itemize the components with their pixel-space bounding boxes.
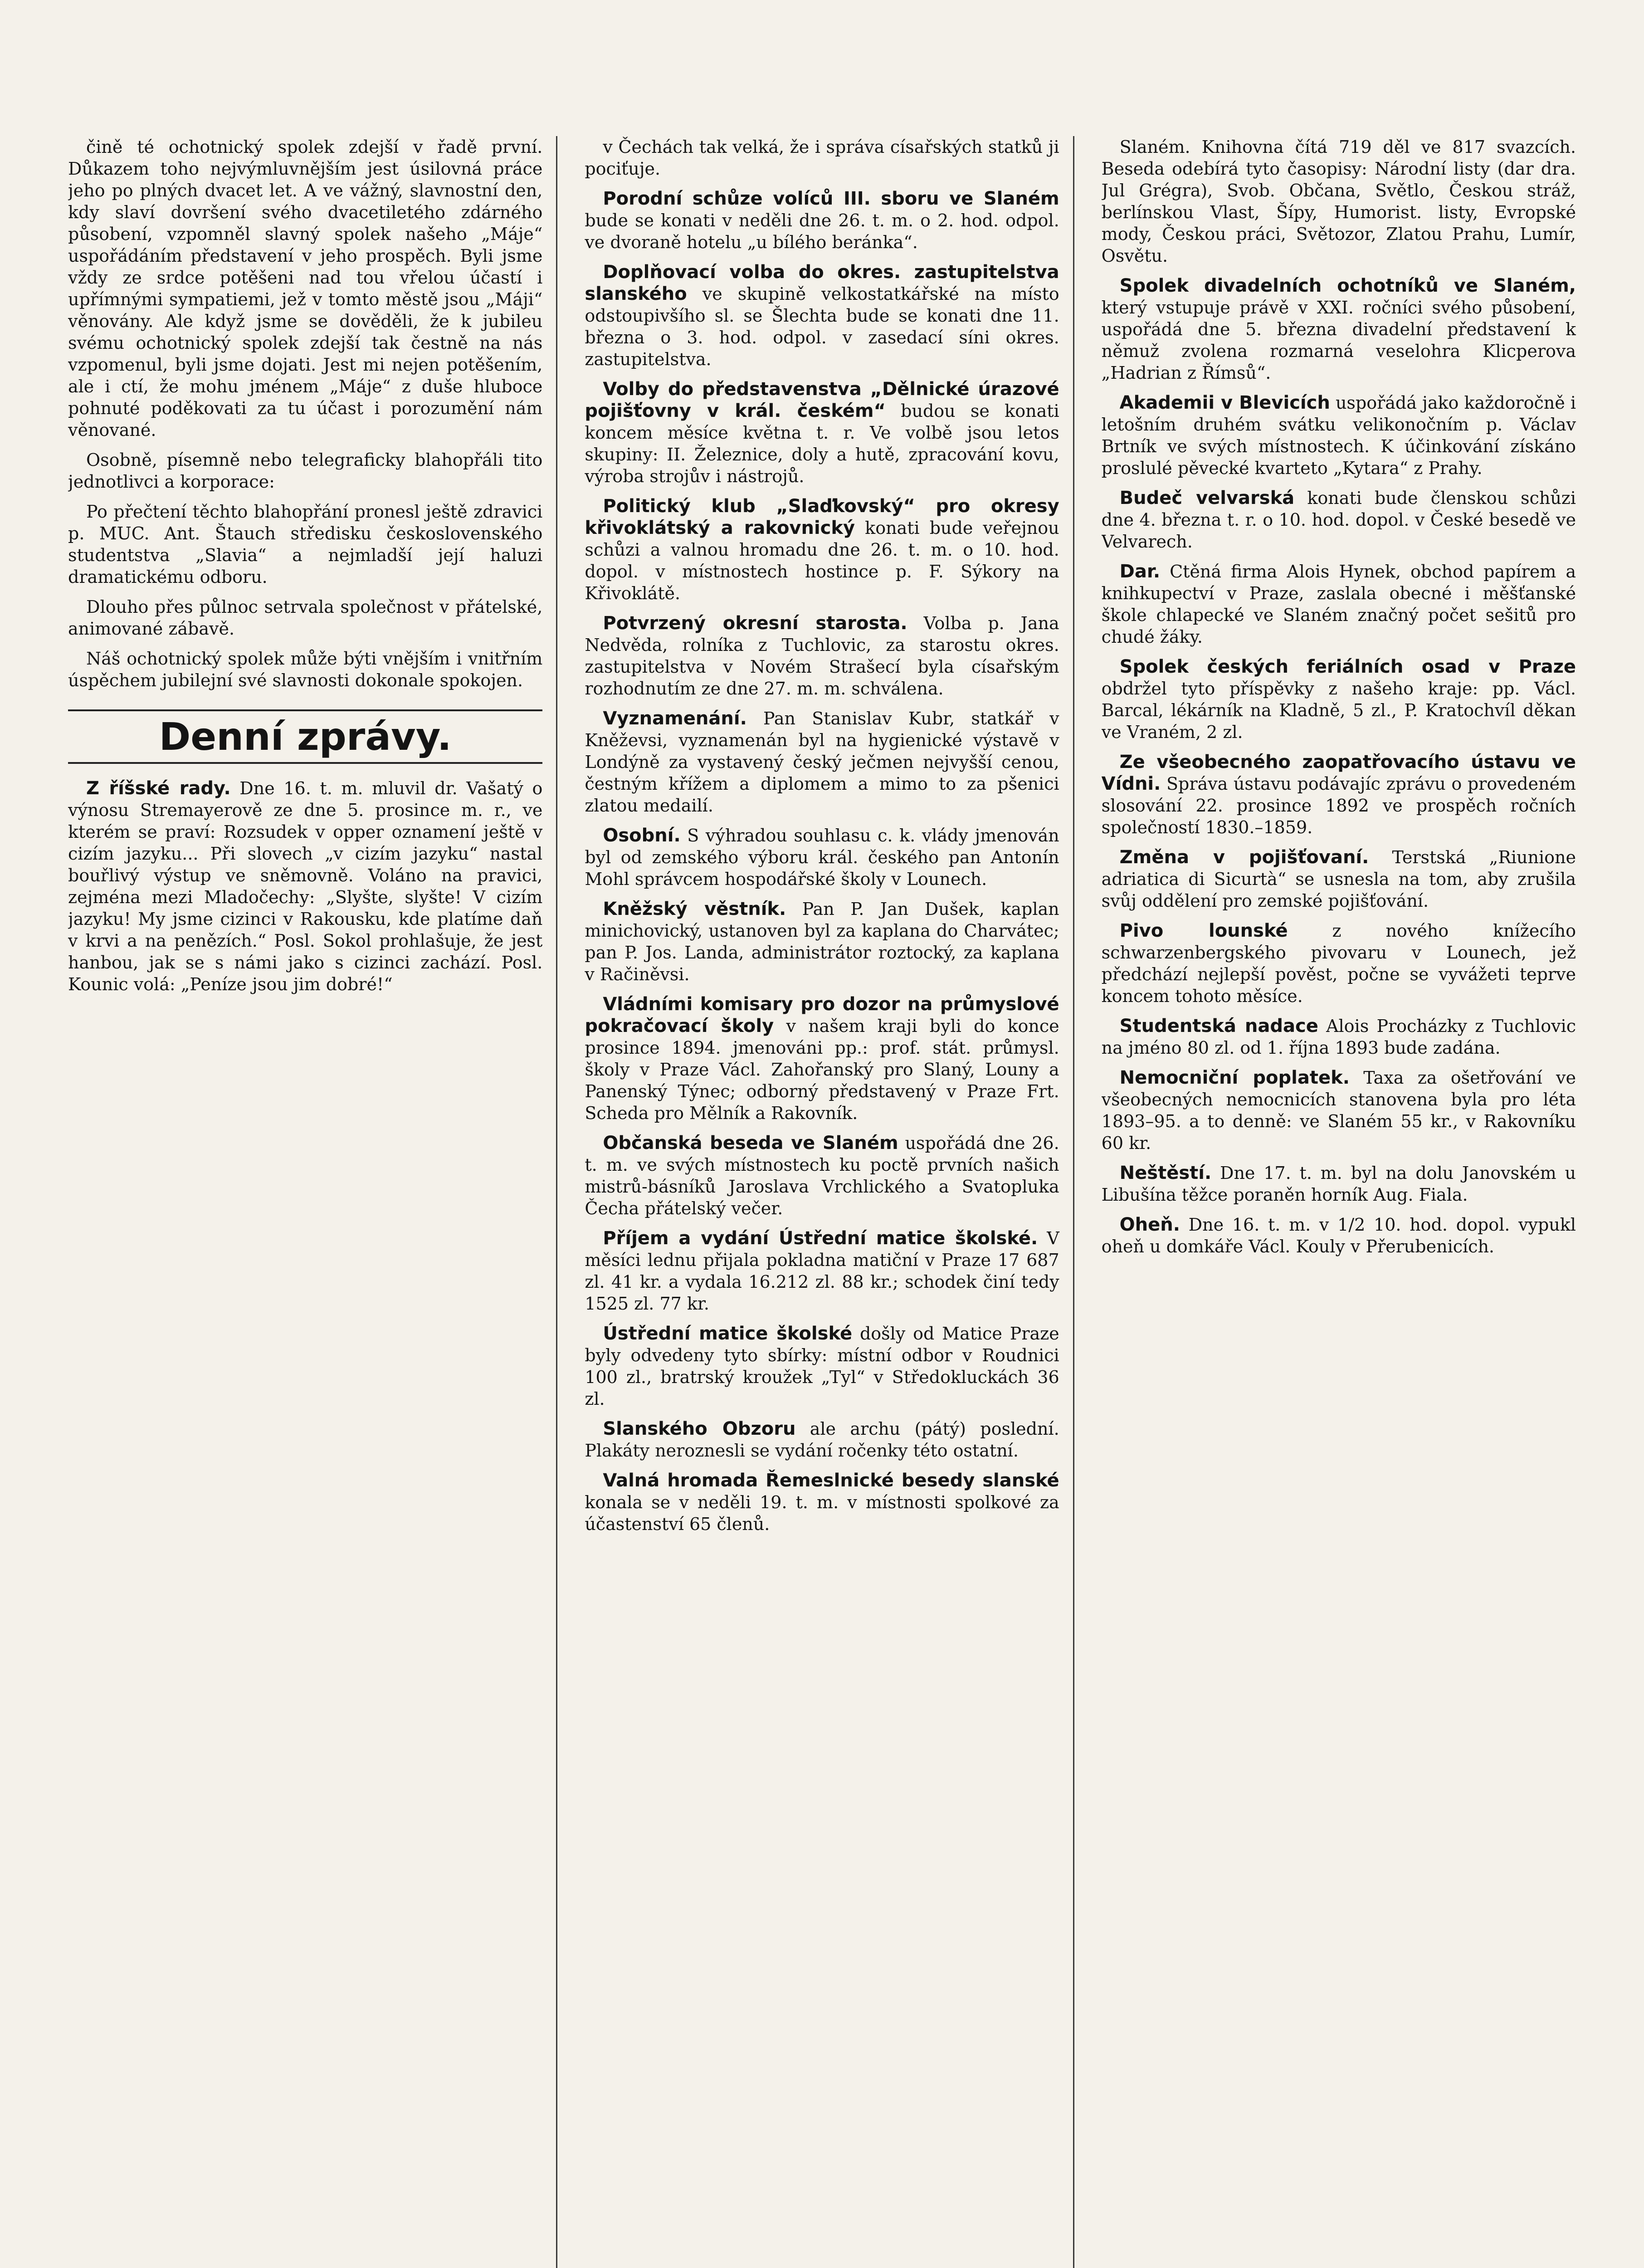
news-item [585,993,1059,1124]
news-head: Občanská beseda ve Slaném [603,1133,898,1154]
news-text: uspořádá dne 26. t. m. ve svých místnostech ku poctě prvních našich mistrů-básníků Jaroslava Vrchlického a Svatopluka Čecha přátelský večer. [585,1133,1059,1218]
news-text: došly od Matice Praze byly odvedeny tyto sbírky: místní odbor v Roudnici 100 zl., bratrský kroužek „Tyl“ v Středokluckách 36 zl. [585,1324,1059,1409]
news-text: v našem kraji byli do konce prosince 1894. jmenováni pp.: prof. stát. průmysl. školy v Praze Václ. Zahořanský pro Slaný, Louny a Panenský Týnec; odborný představený v Praze Frt. Scheda pro Mělník a Rakovník. [585,1016,1059,1123]
columns [68,136,1576,2268]
news-text: Taxa za ošetřování ve všeobecných nemocnicích stanovena byla pro léta 1893–95. a to denně: ve Slaném 55 kr., v Rakovníku 60 kr. [1101,1068,1576,1153]
news-item [585,825,1059,890]
news-head: Politický klub „Slaďkovský“ pro okresy křivoklátský a rakovnický [585,496,1059,538]
news-item [585,1470,1059,1535]
section-title: Denní zprávy. [68,709,542,764]
news-text: S výhradou souhlasu c. k. vlády jmenován byl od zemského výboru král. českého pan Antonín Mohl správcem hospodářské školy v Lounech. [585,826,1059,889]
paragraph: čině té ochotnický spolek zdejší v řadě první. Důkazem toho nejvýmluvnějším jest úsilovná práce jeho po plných dvacet let. A ve vážný, slavnostní den, kdy slaví dovršení svého dvacetiletého zdárného působení, vzpomněl slavný spolek našeho „Máje“ uspořádáním představení v jeho prospěch. Byli jsme vždy ze srdce potěšeni nad tou vřelou účastí i upřímnými sympatiemi, jež v tomto městě jsou „Máji“ věnovány. Ale když jsme se dověděli, že k jubileu svému ochotnický spolek zdejší tak čestně na nás vzpomenul, byli jsme dojati. Jest mi nejen potěšením, ale i ctí, že mohu jménem „Máje“ z duše hluboce pohnuté poděkovati za tu účast i porozumění nám věnované. [68,137,543,440]
news-text: uspořádá jako každoročně i letošním druhém svátku velikonočním p. Václav Brtník ve svých místnostech. K účinkování získáno proslulé pěvecké kvarteto „Kytara“ z Prahy. [1101,393,1576,478]
news-text: ve skupině velkostatkářské na místo odstoupivšího sl. se Šlechta bude se konati dne 11. března o 3. hod. odpol. v zasedací síni okres. zastupitelstva. [585,284,1059,369]
news-text: Volba p. Jana Nedvěda, rolníka z Tuchlovic, za starostu okres. zastupitelstva v Novém Strašecí byla císařským rozhodnutím ze dne 27. m. m. schválena. [585,613,1059,699]
news-head: Slanského Obzoru [603,1418,796,1439]
news-text: z nového knížecího schwarzenbergského pivovaru v Lounech, jež předchází nejlepší pověst, počne se vyvážeti teprve koncem tohoto měsíce. [1101,921,1576,1006]
news-head: Ústřední matice školské [603,1323,853,1344]
news-text: Správa ústavu podávajíc zprávu o provedeném slosování 22. prosince 1892 ve prospěch ročních společností 1830.–1859. [1101,774,1576,837]
news-head: Budeč velvarská [1119,488,1295,508]
news-head: Spolek českých feriálních osad v Praze [1119,656,1576,677]
news-head: Změna v pojišťovaní. [1119,847,1369,868]
news-item [1102,846,1576,912]
news-text: konala se v neděli 19. t. m. v místnosti spolkové za účastenství 65 členů. [585,1492,1059,1534]
paragraph: Po přečtení těchto blahopřání pronesl ještě zdravici p. MUC. Ant. Štauch středisku československého studentstva „Slavia“ a nejmladší její haluzi dramatickému odboru. [68,502,543,587]
news-text: Dne 17. t. m. byl na dolu Janovském u Libušína těžce poraněn horník Aug. Fiala. [1101,1163,1576,1205]
news-text: V měsíci lednu přijala pokladna matiční v Praze 17 687 zl. 41 kr. a vydala 16.212 zl. 88 kr.; schodek činí tedy 1525 zl. 77 kr. [585,1228,1059,1314]
paragraph: v Čechách tak velká, že i správa císařských statků ji pociťuje. [585,137,1059,179]
news-item [1102,392,1576,479]
column-3 [1102,136,1576,2268]
news-head: Studentská nadace [1119,1016,1318,1036]
news-head: Akademii v Blevicích [1119,392,1330,413]
paragraph: Slaném. Knihovna čítá 719 děl ve 817 svazcích. Beseda odebírá tyto časopisy: Národní listy (dar dra. Jul Grégra), Svob. Občana, Světlo, Českou stráž, berlínskou Vlast, Šípy, Humorist. listy, Evropské mody, Českou práci, Světozor, Zlatou Prahu, Lumír, Osvětu. [1101,137,1576,266]
news-item [68,777,542,995]
news-item [585,378,1059,487]
news-head: Oheň. [1119,1214,1180,1235]
news-item [1102,561,1576,648]
news-head: Vyznamenání. [603,708,747,729]
news-text: bude se konati v neděli dne 26. t. m. o 2. hod. odpol. ve dvoraně hotelu „u bílého beránka“. [585,210,1059,252]
news-item [1102,1067,1576,1154]
news-item [585,261,1059,370]
news-text: konati bude členskou schůzi dne 4. března t. r. o 10. hod. dopol. v České besedě ve Velvarech. [1101,488,1576,552]
news-text: konati bude veřejnou schůzi a valnou hromadu dne 26. t. m. o 10. hod. dopol. v místnostech hostince p. F. Sýkory na Křivoklátě. [585,518,1059,603]
news-item [585,1132,1059,1219]
news-text: ale archu (pátý) poslední. Plakáty neroznesli se vydání ročenky této ostatní. [585,1419,1059,1461]
news-head: Doplňovací volba do okres. zastupitelstva slanského [585,262,1059,304]
news-text: budou se konati koncem měsíce května t. r. Ve volbě jsou letos skupiny: II. Železnice, doly a hutě, zpracování kovu, výroba strojův i nástrojů. [585,401,1059,486]
news-item [585,1323,1059,1410]
column-1 [68,136,557,2268]
news-head: Vládními komisary pro dozor na průmyslové pokračovací školy [585,994,1059,1036]
news-head: Valná hromada Řemeslnické besedy slanské [603,1470,1059,1491]
news-head: Pivo lounské [1119,920,1288,941]
news-item [585,495,1059,604]
news-text: Ctěná firma Alois Hynek, obchod papírem a knihkupectví v Praze, zaslala obecné i měšťanské škole chlapecké ve Slaném značný počet sešitů pro chudé žáky. [1101,562,1576,647]
news-item [1102,920,1576,1007]
paragraph: Dlouho přes půlnoc setrvala společnost v přátelské, animované zábavě. [68,597,543,639]
news-head: Osobní. [603,825,681,846]
news-text: Pan P. Jan Dušek, kaplan minichovický, ustanoven byl za kaplana do Charvátec; pan P. Jos. Landa, administrátor roztocký, za kaplana v Račiněvsi. [585,899,1059,984]
news-item [1102,275,1576,384]
news-text: Dne 16. t. m. v 1/2 10. hod. dopol. vypukl oheň u domkáře Václ. Kouly v Přerubenicích. [1101,1215,1576,1256]
news-text: Pan Stanislav Kubr, statkář v Kněževsi, vyznamenán byl na hygienické výstavě v Londýně za vystavený český ječmen nejvyšší cenou, čestným křížem a diplomem a mimo to za pšenici zlatou medailí. [585,709,1059,816]
news-item [585,708,1059,816]
news-text: Terstská „Riunione adriatica di Sicurtà“ se usnesla na tom, aby zrušila svůj oddělení pro zemské pojišťování. [1101,847,1576,911]
news-item [1102,751,1576,838]
news-head: Kněžský věstník. [603,899,786,919]
news-text: Alois Procházky z Tuchlovic na jméno 80 zl. od 1. října 1893 bude zadána. [1101,1016,1576,1058]
news-item [1102,1214,1576,1257]
news-head: Neštěstí. [1119,1163,1212,1183]
news-head: Spolek divadelních ochotníků ve Slaném, [1119,275,1576,296]
news-text: který vstupuje právě v XXI. ročníci svého působení, uspořádá dne 5. března divadelní představení k němuž zvolena rozmarná veselohra Klicperova „Hadrian z Římsů“. [1101,298,1576,383]
news-item [1102,487,1576,552]
news-head: Volby do představenstva „Dělnické úrazové pojišťovny v král. českém“ [585,379,1059,421]
news-head: Z říšské rady. [86,778,231,799]
paragraph: Osobně, písemně nebo telegraficky blahopřáli tito jednotlivci a korporace: [68,450,543,492]
news-text: obdržel tyto příspěvky z našeho kraje: pp. Václ. Barcal, lékárník na Kladně, 5 zl., P. Kratochvíl děkan ve Vraném, 2 zl. [1101,679,1576,742]
news-item [585,1418,1059,1461]
news-item [585,188,1059,253]
news-head: Příjem a vydání Ústřední matice školské. [603,1228,1038,1249]
column-2 [585,136,1074,2268]
news-head: Nemocniční poplatek. [1119,1067,1350,1088]
paragraph: Náš ochotnický spolek může býti vnějším i vnitřním úspěchem jubilejní své slavnosti dokonale spokojen. [68,649,543,690]
news-head: Potvrzený okresní starosta. [603,613,907,634]
news-item [585,898,1059,985]
news-item [585,612,1059,699]
news-item [1102,1162,1576,1206]
news-head: Dar. [1119,561,1161,582]
news-head: Porodní schůze volíců III. sboru ve Slaném [603,188,1059,209]
news-item [585,1227,1059,1315]
news-head: Ze všeobecného zaopatřovacího ústavu ve Vídni. [1101,752,1576,794]
news-item [1102,1015,1576,1059]
news-item [1102,656,1576,743]
news-text: Dne 16. t. m. mluvil dr. Vašatý o výnosu Stremayerově ze dne 5. prosince m. r., ve kterém se praví: Rozsudek v opper oznamení ještě v cizím jazyku... Při slovech „v cizím jazyku“ nastal bouřlivý výstup ve sněmovně. Voláno na pravici, zejména mezi Mladočechy: „Slyšte, slyšte! V cizím jazyku! My jsme cizinci v Rakousku, kde platíme daň v krvi a na penězích.“ Posl. Sokol prohlašuje, že jest hanbou, jak se s námi jako s cizinci zachází. Posl. Kounic volá: „Peníze jsou jim dobré!“ [68,778,543,994]
